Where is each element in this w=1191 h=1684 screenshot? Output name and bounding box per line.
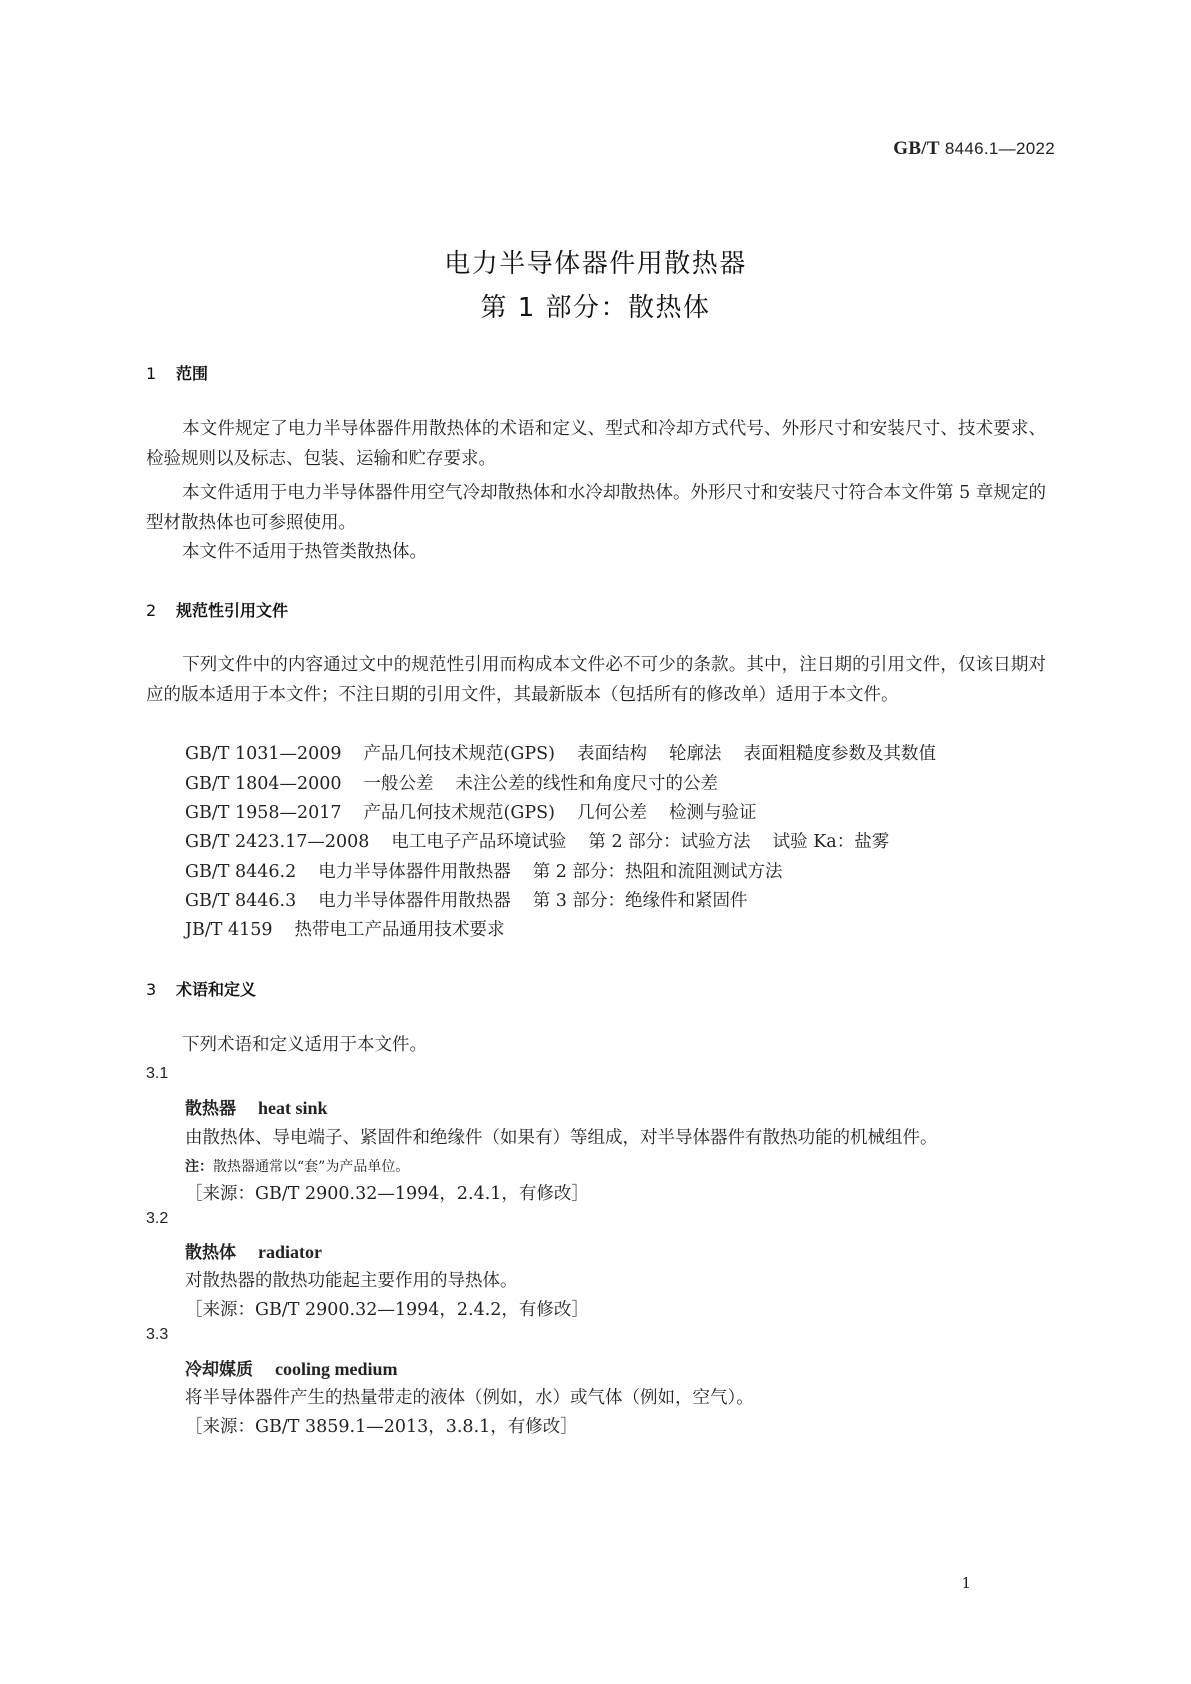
reference-item: JB/T 4159 热带电工产品通用技术要求 [185, 920, 505, 940]
term-source: ［来源：GB/T 2900.32—1994，2.4.2，有修改］ [185, 1300, 589, 1320]
term-number: 3.1 [146, 1065, 169, 1082]
term-note: 注：散热器通常以“套”为产品单位。 [185, 1159, 410, 1175]
reference-item: GB/T 8446.3 电力半导体器件用散热器 第 3 部分：绝缘件和紧固件 [185, 891, 748, 911]
reference-item: GB/T 1031—2009 产品几何技术规范(GPS) 表面结构 轮廓法 表面粗糙度参数及其数值 [185, 744, 936, 764]
term-source: ［来源：GB/T 3859.1—2013，3.8.1，有修改］ [185, 1417, 578, 1437]
standard-number: 8446.1—2022 [944, 139, 1055, 158]
section-number: 1 [146, 364, 157, 383]
reference-item: GB/T 8446.2 电力半导体器件用散热器 第 2 部分：热阻和流阻测试方法 [185, 862, 783, 882]
section-title: 术语和定义 [176, 980, 257, 999]
document-subtitle: 第 1 部分：散热体 [480, 293, 711, 323]
section-number: 3 [146, 980, 157, 999]
section-3-paragraph-1: 下列术语和定义适用于本文件。 [182, 1035, 427, 1055]
section-number: 2 [146, 601, 157, 620]
term-definition: 对散热器的散热功能起主要作用的导热体。 [185, 1271, 518, 1291]
term-number: 3.3 [146, 1326, 169, 1343]
term-heading: 冷却媒质 cooling medium [185, 1359, 398, 1380]
section-1-paragraph-2: 本文件适用于电力半导体器件用空气冷却散热体和水冷却散热体。外形尺寸和安装尺寸符合本文件第 5 章规定的型材散热体也可参照使用。 [146, 483, 1046, 533]
section-1-heading [146, 361, 208, 384]
term-definition: 由散热体、导电端子、紧固件和绝缘件（如果有）等组成，对半导体器件有散热功能的机械组件。 [185, 1128, 938, 1148]
section-title: 规范性引用文件 [176, 601, 289, 620]
term-number: 3.2 [146, 1210, 169, 1227]
section-1-paragraph-3: 本文件不适用于热管类散热体。 [182, 542, 427, 562]
reference-item: GB/T 1958—2017 产品几何技术规范(GPS) 几何公差 检测与验证 [185, 803, 757, 823]
section-2-paragraph-1: 下列文件中的内容通过文中的规范性引用而构成本文件必不可少的条款。其中，注日期的引用文件，仅该日期对应的版本适用于本文件；不注日期的引用文件，其最新版本（包括所有的修改单）适用于本文件。 [146, 655, 1046, 705]
standard-prefix: GB/T [893, 138, 940, 159]
page-number: 1 [961, 1574, 971, 1592]
section-3-heading [146, 977, 256, 1000]
term-heading: 散热器 heat sink [185, 1098, 328, 1119]
term-definition: 将半导体器件产生的热量带走的液体（例如，水）或气体（例如，空气）。 [185, 1388, 754, 1408]
section-title: 范围 [176, 364, 209, 383]
document-title: 电力半导体器件用散热器 [444, 249, 747, 279]
reference-item: GB/T 1804—2000 一般公差 未注公差的线性和角度尺寸的公差 [185, 774, 719, 794]
section-2-heading [146, 598, 288, 621]
term-heading: 散热体 radiator [185, 1242, 322, 1263]
section-1-paragraph-1: 本文件规定了电力半导体器件用散热体的术语和定义、型式和冷却方式代号、外形尺寸和安装尺寸、技术要求、检验规则以及标志、包装、运输和贮存要求。 [146, 419, 1046, 469]
standard-code [893, 138, 1055, 160]
term-source: ［来源：GB/T 2900.32—1994，2.4.1，有修改］ [185, 1184, 589, 1204]
reference-item: GB/T 2423.17—2008 电工电子产品环境试验 第 2 部分：试验方法 试验 Ka：盐雾 [185, 832, 890, 852]
